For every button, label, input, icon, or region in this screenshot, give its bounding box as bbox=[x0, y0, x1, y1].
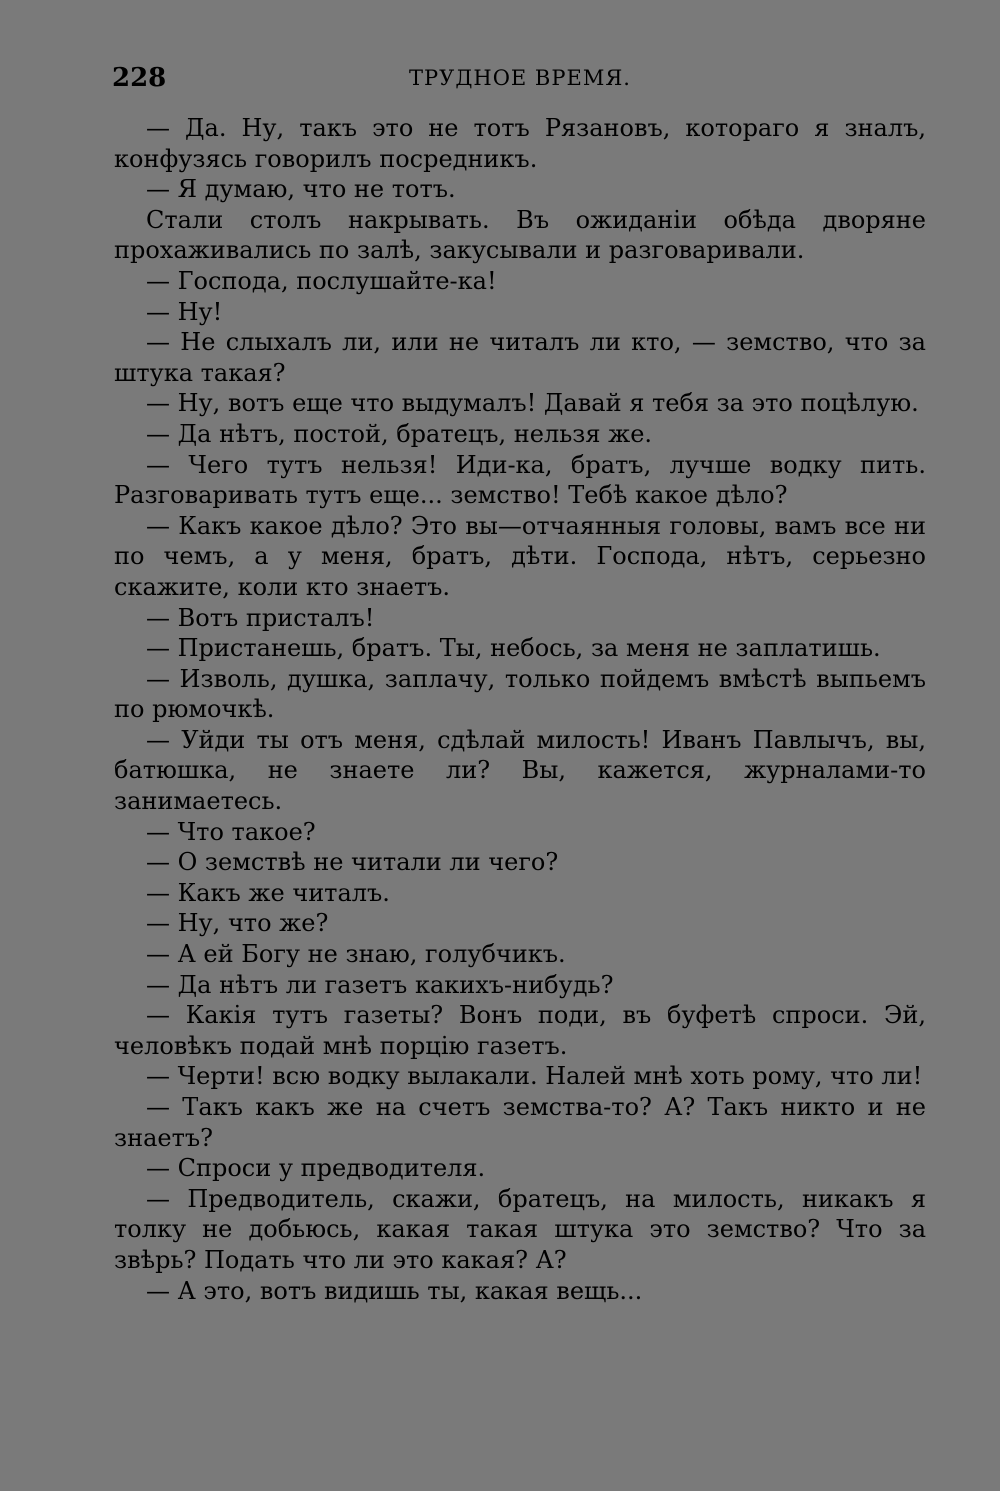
page-number: 228 bbox=[112, 63, 167, 93]
paragraph: — Какія тутъ газеты? Вонъ поди, въ буфетѣ спроси. Эй, человѣкъ подай мнѣ порцію газетъ. bbox=[114, 1001, 926, 1060]
paragraph: — Черти! всю водку вылакали. Налей мнѣ хоть рому, что ли! bbox=[146, 1062, 923, 1091]
text-body bbox=[114, 113, 926, 1306]
paragraph: — Ну, вотъ еще что выдумалъ! Давай я тебя за это поцѣлую. bbox=[146, 389, 919, 418]
paragraph: — Я думаю, что не тотъ. bbox=[146, 175, 456, 204]
paragraph: — Такъ какъ же на счетъ земства-то? А? Такъ никто и не знаетъ? bbox=[114, 1093, 926, 1152]
paragraph: — Какъ же читалъ. bbox=[146, 878, 390, 907]
paragraph: — Вотъ присталъ! bbox=[146, 603, 375, 632]
paragraph: Стали столъ накрывать. Въ ожиданіи обѣда дворяне прохаживались по залѣ, закусывали и разговаривали. bbox=[114, 205, 926, 265]
paragraph: — Какъ какое дѣло? Это вы—отчаянныя головы, вамъ все ни по чемъ, а у меня, братъ, дѣти. Господа, нѣтъ, серьезно скажите, коли кто знаетъ. bbox=[114, 511, 926, 601]
paragraph: — Спроси у предводителя. bbox=[146, 1154, 486, 1183]
paragraph: — Не слыхалъ ли, или не читалъ ли кто, — земство, что за штука такая? bbox=[114, 328, 926, 387]
paragraph: — А это, вотъ видишь ты, какая вещь... bbox=[146, 1276, 643, 1305]
paragraph: — Предводитель, скажи, братецъ, на милость, никакъ я толку не добьюсь, какая такая штука это земство? Что за звѣрь? Подать что ли это какая? А? bbox=[114, 1184, 926, 1274]
paragraph: — Изволь, душка, заплачу, только пойдемъ вмѣстѣ выпьемъ по рюмочкѣ. bbox=[114, 664, 926, 724]
paragraph: — Да нѣтъ, постой, братецъ, нельзя же. bbox=[146, 419, 653, 448]
paragraph: — Ну! bbox=[146, 297, 223, 326]
paragraph: — Чего тутъ нельзя! Иди-ка, братъ, лучше водку пить. Разговаривать тутъ еще... земство! Тебѣ какое дѣло? bbox=[114, 450, 926, 510]
paragraph: — Пристанешь, братъ. Ты, небось, за меня не заплатишь. bbox=[146, 634, 881, 663]
page-header bbox=[112, 60, 928, 96]
paragraph: — Ну, что же? bbox=[146, 909, 329, 938]
running-title: ТРУДНОЕ ВРЕМЯ. bbox=[409, 66, 631, 90]
paragraph: — Да. Ну, такъ это не тотъ Рязановъ, котораго я зналъ, конфузясь говорилъ посредникъ. bbox=[114, 114, 926, 173]
paragraph: — Что такое? bbox=[146, 817, 316, 846]
paragraph: — Да нѣтъ ли газетъ какихъ-нибудь? bbox=[146, 970, 614, 999]
paragraph: — Господа, послушайте-ка! bbox=[146, 266, 497, 295]
paragraph: — Уйди ты отъ меня, сдѣлай милость! Иванъ Павлычъ, вы, батюшка, не знаете ли? Вы, кажется, журналами-то занимаетесь. bbox=[114, 725, 926, 816]
paragraph: — А ей Богу не знаю, голубчикъ. bbox=[146, 940, 566, 969]
paragraph: — О земствѣ не читали ли чего? bbox=[146, 848, 559, 877]
